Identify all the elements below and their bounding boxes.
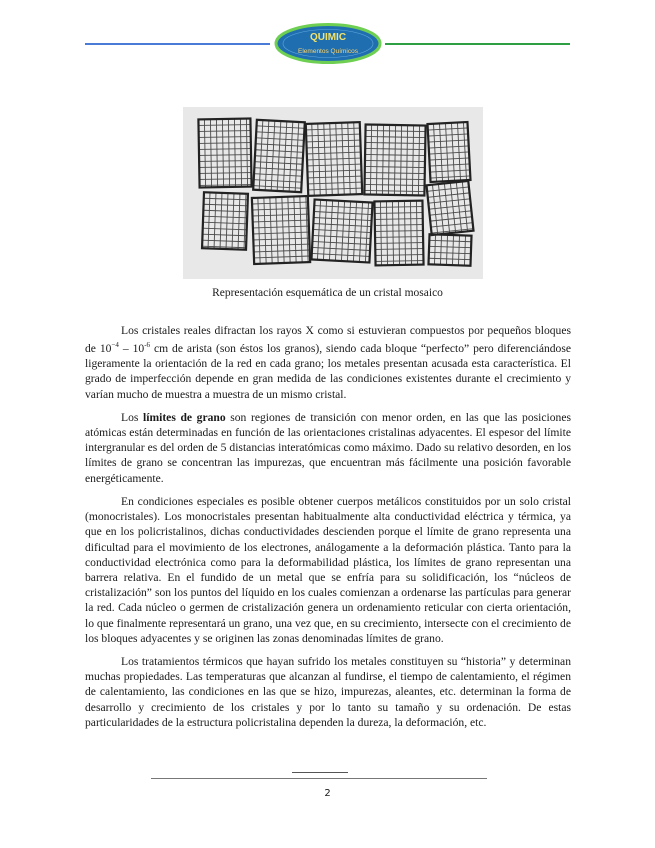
paragraph-4: Los tratamientos térmicos que hayan sufrido los metales constituyen su “historia” y determinan muchas propiedades. Las temperaturas que alcanzan al fundirse, el tiempo de calentamiento, el régimen de calentamiento, las condiciones en las que se hizo, impurezas, aleantes, etc. determinan la forma de desarrollo y crecimiento de los cristales y por lo tanto su tamaño y su ordenación. De estas particularidades de la estructura policristalina dependen la dureza, la deformación, etc.	[85, 654, 571, 729]
crystal-grain-6	[202, 192, 248, 250]
crystal-grain-7	[252, 196, 310, 264]
crystal-grain-4	[364, 124, 425, 195]
crystal-grain-10	[427, 181, 474, 235]
footer-long-rule	[151, 778, 487, 779]
crystal-grain-1	[198, 119, 251, 188]
mosaic-crystal-figure	[183, 107, 483, 279]
header-left-rule	[85, 43, 270, 45]
crystal-grain-2	[253, 120, 305, 192]
paragraph-1: Los cristales reales difractan los rayos X como si estuvieran compuestos por pequeños bloques de $10^{-4} - 10^{-6}$ cm de arista (son éstos los granos), siendo cada bloque “perfecto” pero diferenciándose ligeramente la orientación de la red en cada grano; los metales presentan acusada esta característica. El grado de imperfección depende en gran medida de las condiciones existentes durante el crecimiento y varían mucho de muestra a muestra de un mismo cristal.	[85, 324, 572, 401]
crystal-grain-3	[306, 122, 362, 196]
quimica-logo	[274, 23, 382, 64]
crystal-grain-5	[428, 122, 471, 182]
body-text	[85, 323, 571, 738]
paragraph-2: Los límites de grano son regiones de transición con menor orden, en las que las posiciones atómicas están determinadas en función de las orientaciones cristalinas adyacentes. El espesor del límite intergranular es del orden de 5 distancias interatómicas como máximo. Dado su relativo desorden, en los límites de grano se concentran las impurezas, que encuentran más fácilmente una posición favorable energéticamente.	[85, 410, 571, 485]
paragraph-3: En condiciones especiales es posible obtener cuerpos metálicos constituidos por un solo cristal (monocristales). Los monocristales presentan habitualmente alta conductividad eléctrica y térmica, ya que en los policristalinos, dichas conductividades descienden porque el límite de grano representa una dificultad para el movimiento de los electrones, análogamente a la deformación plástica. Tanto para la conductividad electrónica como para la deformabilidad plástica, los límites de grano representan una barrera relativa. En el fundido de un metal que se enfría para su solidificación, los “núcleos de cristalización” son los puntos del líquido en los cuales comienzan a ordenarse las partículas para generar la red. Cada núcleo o germen de cristalización genera un ordenamiento reticular con cierta orientación, lo que finalmente representará un grano, una vez que, en su crecimiento, intersecte con el crecimiento de los bloques adyacentes y se originen las zonas denominadas límites de grano.	[85, 494, 571, 645]
crystal-grain-9	[374, 201, 423, 266]
crystal-grain-8	[311, 200, 372, 263]
page-number: 2	[324, 788, 331, 799]
logo-title: QUIMIC	[309, 32, 347, 43]
mosaic-crystal-grid-icon	[183, 107, 483, 279]
footer-short-rule	[292, 772, 348, 773]
term-grain-boundaries: límites de grano	[143, 410, 226, 424]
logo-subtitle: Elementos Químicos	[298, 48, 358, 55]
header-right-rule	[385, 43, 570, 45]
crystal-grain-11	[428, 234, 471, 265]
figure-caption: Representación esquemática de un cristal mosaico	[212, 287, 443, 299]
